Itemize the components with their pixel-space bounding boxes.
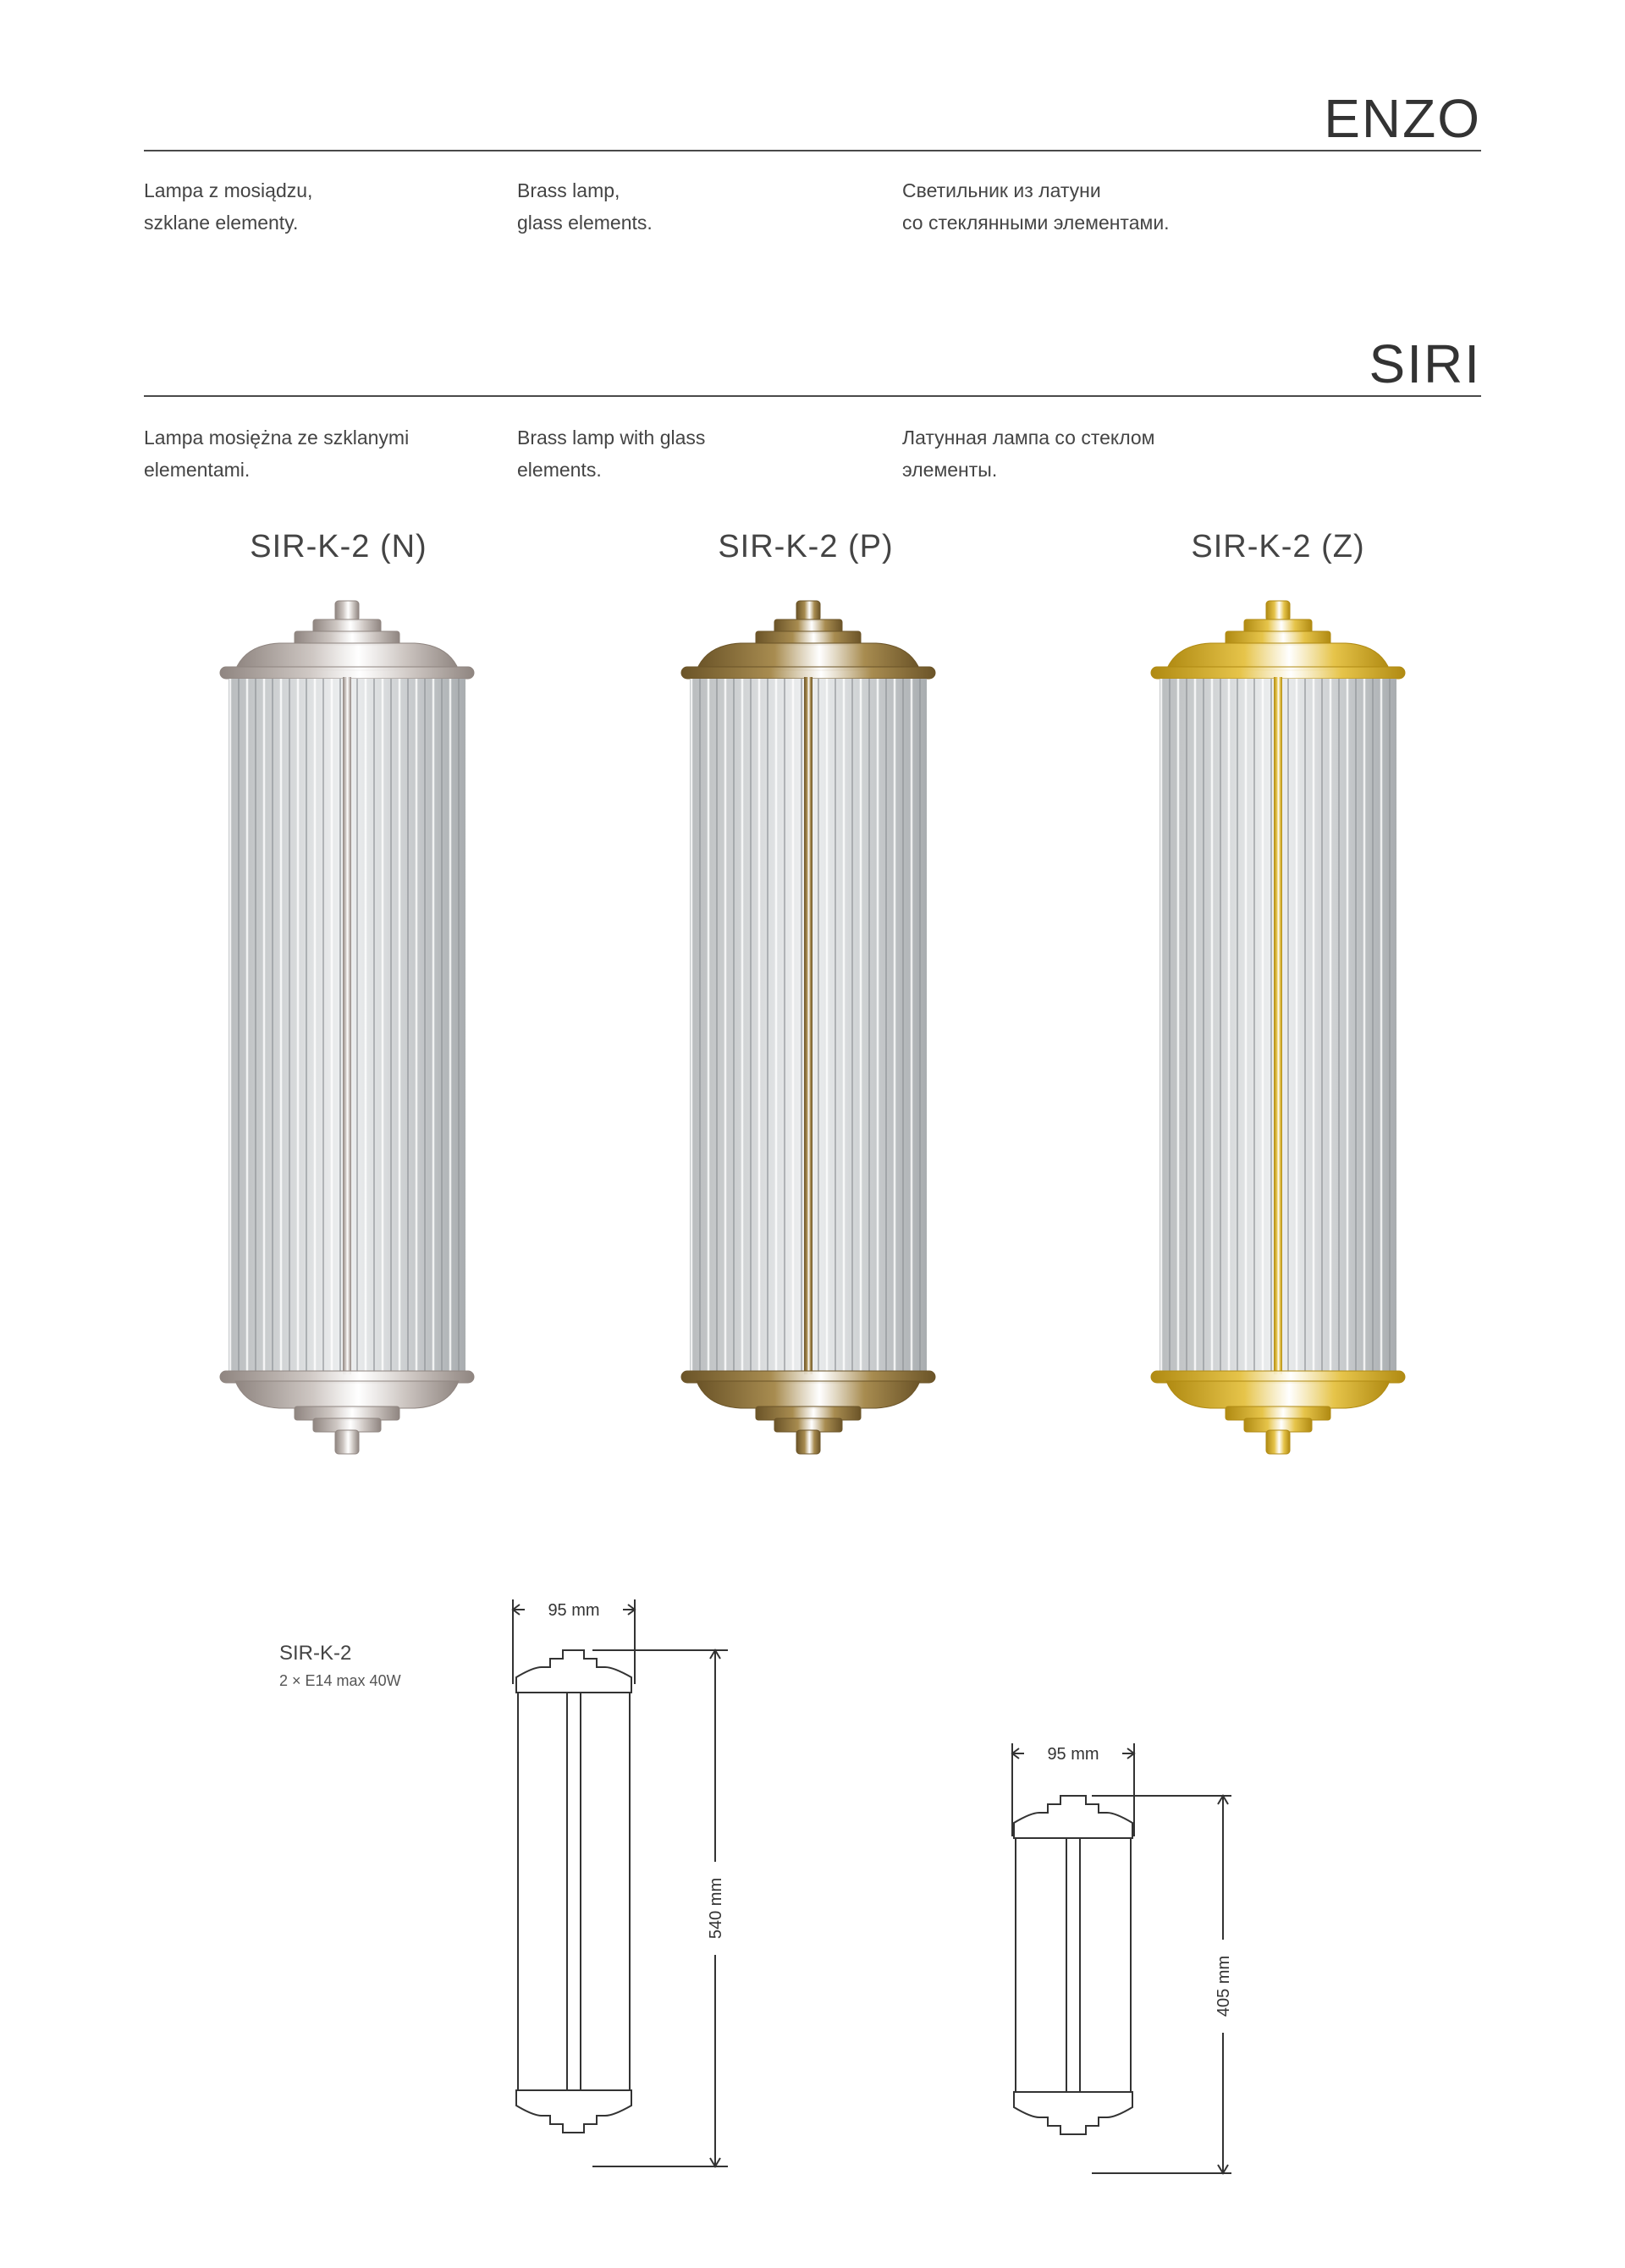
desc-line: Lampa z mosiądzu, — [144, 179, 313, 201]
variant-label-nickel: SIR-K-2 (N) — [250, 529, 427, 564]
desc-line: elementami. — [144, 459, 251, 481]
technical-drawing-large — [499, 1583, 753, 2200]
lamp-top-cap — [1166, 643, 1390, 670]
lamp-bottom-cap — [697, 1381, 920, 1408]
spec-bulbs: 2 × E14 max 40W — [279, 1672, 401, 1689]
lamp-center-rod — [804, 677, 812, 1374]
lamp-outline — [516, 1650, 631, 1693]
desc-line: glass elements. — [517, 212, 653, 234]
lamp-top-ring — [1151, 667, 1405, 679]
lamp-bottom-cap — [1166, 1381, 1390, 1408]
desc-line: elements. — [517, 459, 602, 481]
enzo-desc-pl — [144, 174, 499, 239]
lamp-bottom-cap — [235, 1381, 459, 1408]
desc-line: Lampa mosiężna ze szklanymi — [144, 427, 410, 449]
lamp-image-gold — [1143, 592, 1413, 1481]
enzo-desc-ru — [902, 174, 1342, 239]
dim-height-label: 540 mm — [707, 1877, 725, 1940]
lamp-top-ring — [220, 667, 474, 679]
dim-width-label: 95 mm — [1047, 1745, 1099, 1764]
lamp-center-rod — [1274, 677, 1282, 1374]
desc-line: со стеклянными элементами. — [902, 212, 1170, 234]
enzo-divider — [144, 150, 1481, 151]
lamp-finial — [796, 601, 820, 621]
lamp-image-nickel — [212, 592, 482, 1481]
lamp-finial — [1266, 601, 1290, 621]
variant-label-patina: SIR-K-2 (P) — [718, 529, 894, 564]
lamp-finial — [335, 1430, 359, 1454]
lamp-top-cap — [235, 643, 459, 670]
dim-height-label: 405 mm — [1215, 1955, 1233, 2018]
siri-desc-en — [517, 421, 873, 486]
lamp-image-patina — [673, 592, 944, 1481]
desc-line: szklane elementy. — [144, 212, 299, 234]
lamp-finial — [1266, 1430, 1290, 1454]
spec-model: SIR-K-2 — [279, 1642, 352, 1665]
siri-desc-ru — [902, 421, 1342, 486]
lamp-center-rod — [343, 677, 351, 1374]
lamp-outline — [1014, 1796, 1132, 1838]
desc-line: элементы. — [902, 459, 998, 481]
lamp-top-cap — [697, 643, 920, 670]
dim-width-label: 95 mm — [548, 1601, 600, 1620]
siri-desc-pl — [144, 421, 499, 486]
desc-line: Латунная лампа со стеклом — [902, 427, 1155, 449]
technical-drawing-small — [999, 1726, 1253, 2200]
enzo-desc-en — [517, 174, 873, 239]
lamp-finial — [796, 1430, 820, 1454]
siri-title: SIRI — [1369, 333, 1481, 394]
lamp-top-ring — [681, 667, 935, 679]
lamp-finial — [335, 601, 359, 621]
variant-label-gold: SIR-K-2 (Z) — [1191, 529, 1365, 564]
desc-line: Brass lamp with glass — [517, 427, 706, 449]
enzo-title: ENZO — [1324, 88, 1481, 149]
desc-line: Brass lamp, — [517, 179, 620, 201]
siri-divider — [144, 395, 1481, 397]
desc-line: Светильник из латуни — [902, 179, 1101, 201]
